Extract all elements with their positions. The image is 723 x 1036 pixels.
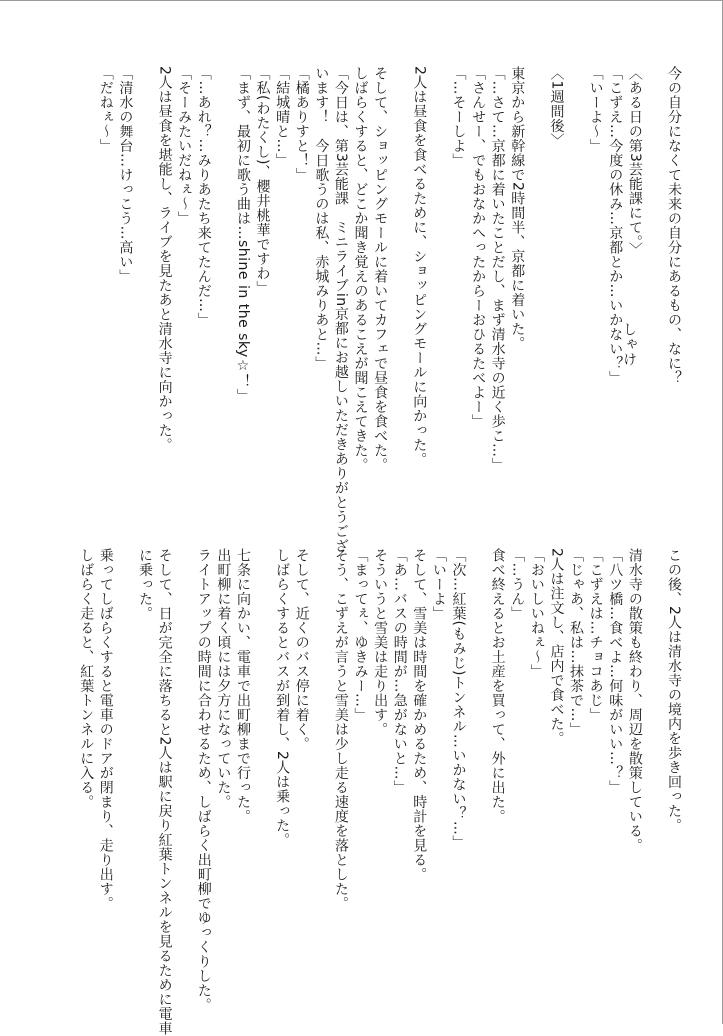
text-line: そして、ショッピングモールに着いてカフェで昼食を食べた。 [372,66,389,472]
text-line: しばらくすると、どこか聞き覚えのあるこえが聞こえてきた。 [352,66,369,472]
text-column-bottom [78,548,683,1036]
text-line: この後、2人は清水寺の境内を歩き回った。 [666,548,682,833]
text-line: 「こずえは…チョコあじ」 [587,548,604,722]
text-line [526,66,546,486]
text-line: 「…さて…京都に着いたことだし、まず清水寺の近く歩こ…」 [489,66,506,472]
text-line: 清水寺の散策も終わり、周辺を散策している。 [626,548,643,853]
text-line: 「…うん」 [509,548,526,621]
text-line: 「私(わたくし)、櫻井桃華ですわ」 [254,66,271,296]
text-line: 七条に向かい、電車で出町柳まで行った。 [234,548,251,824]
text-line: 「…あれ？…みりあたち来てたんだ…」 [195,66,212,327]
text-line [252,548,272,988]
text-line: 「さんせー、でもおなかへったからーおひるたべよー」 [470,66,487,429]
text-line: 〈1週間後〉 [548,66,565,148]
text-line: そして、雪美は時間を確かめるため、時計を見る。 [411,548,428,882]
text-line [311,548,331,988]
text-line [428,66,448,486]
text-line: 「八ツ橋…食べよ…何味がいい…？」 [607,548,624,795]
text-line [134,66,154,486]
text-line: 2人は昼食を堪能し、ライブを見たあと清水寺に向かった。 [156,66,173,453]
text-line: そう、こずえが言うと雪美は少し走る速度を落とした。 [332,548,349,911]
text-line: 2人は昼食を食べるために、ショッピングモールに向かった。 [411,66,428,467]
text-line: そして、近くのバス停に着く。 [293,548,310,751]
text-line: 「結城晴と…」 [274,66,291,168]
text-line: 〈ある日の第3芸能課にて。〉 [626,66,643,257]
text-line: 「こずえ…今度の休み…京都とか…いかない？」 [607,66,624,385]
text-line: 「おいしいねぇ～」 [528,548,545,679]
text-line [565,66,585,486]
text-line: います！ 今日歌うのは私、赤城みりあと…」 [313,66,330,371]
text-line: 「…そーしよ」 [450,66,467,168]
text-line: 「じゃあ、私は…抹茶で…」 [568,548,585,737]
text-line: 「清水の舞台…けっこう…高い」 [117,66,134,284]
author-name: しゃけ [621,322,637,367]
text-column-top [83,66,683,554]
text-line [644,66,664,486]
text-line: 東京から新幹線で2時間半、京都に着いた。 [509,66,526,351]
text-line: 2人は注文し、店内で食べた。 [548,548,565,746]
text-line [174,548,194,988]
text-line: 「いーよ」 [430,548,447,621]
text-line: 「次…紅葉(もみじ)トンネル…いかない？…」 [450,548,467,850]
text-line: しばらく走ると、紅葉トンネルに入る。 [78,548,95,809]
text-line: 「橘ありすと！」 [293,66,310,182]
text-line: に乗った。 [136,548,153,621]
text-line: 「そーみたいだねぇ～」 [176,66,193,226]
text-line: 「まってぇ、ゆきみー…」 [352,548,369,722]
text-line [389,66,409,486]
text-line: 「だねぇ～」 [97,66,114,153]
text-line: 「あ…バスの時間が…急がないと…」 [391,548,408,795]
text-line: 食べ終えるとお土産を買って、外に出た。 [489,548,506,824]
text-line: 出町柳に着く頃には夕方になっていた。 [215,548,232,809]
text-line: 「まず、最初に歌う曲は…shine in the sky☆！」 [234,66,251,404]
text-line: 「いーよ～」 [587,66,604,153]
text-line: ライトアップの時間に合わせるため、しばらく出町柳でゆっくりした。 [195,548,212,1012]
text-line: 「今日は、第3芸能課 ミニライブin京都にお越しいただきありがとうござ [332,66,349,554]
text-line: そういうと雪美は走り出す。 [372,548,389,737]
text-line: そして、日が完全に落ちると2人は駅に戻り紅葉トンネルを見るために電車 [156,548,173,1036]
text-line [115,548,135,988]
text-line: 今の自分になくて未来の自分にあるもの、なに？ [666,66,682,385]
text-line [213,66,233,486]
text-line [644,548,664,988]
page-top-border [0,0,723,1]
text-line: しばらくするとバスが到着し、2人は乗った。 [274,548,291,848]
text-line [467,548,487,988]
text-line: 乗ってしばらくすると電車のドアが閉まり、走り出す。 [97,548,114,911]
